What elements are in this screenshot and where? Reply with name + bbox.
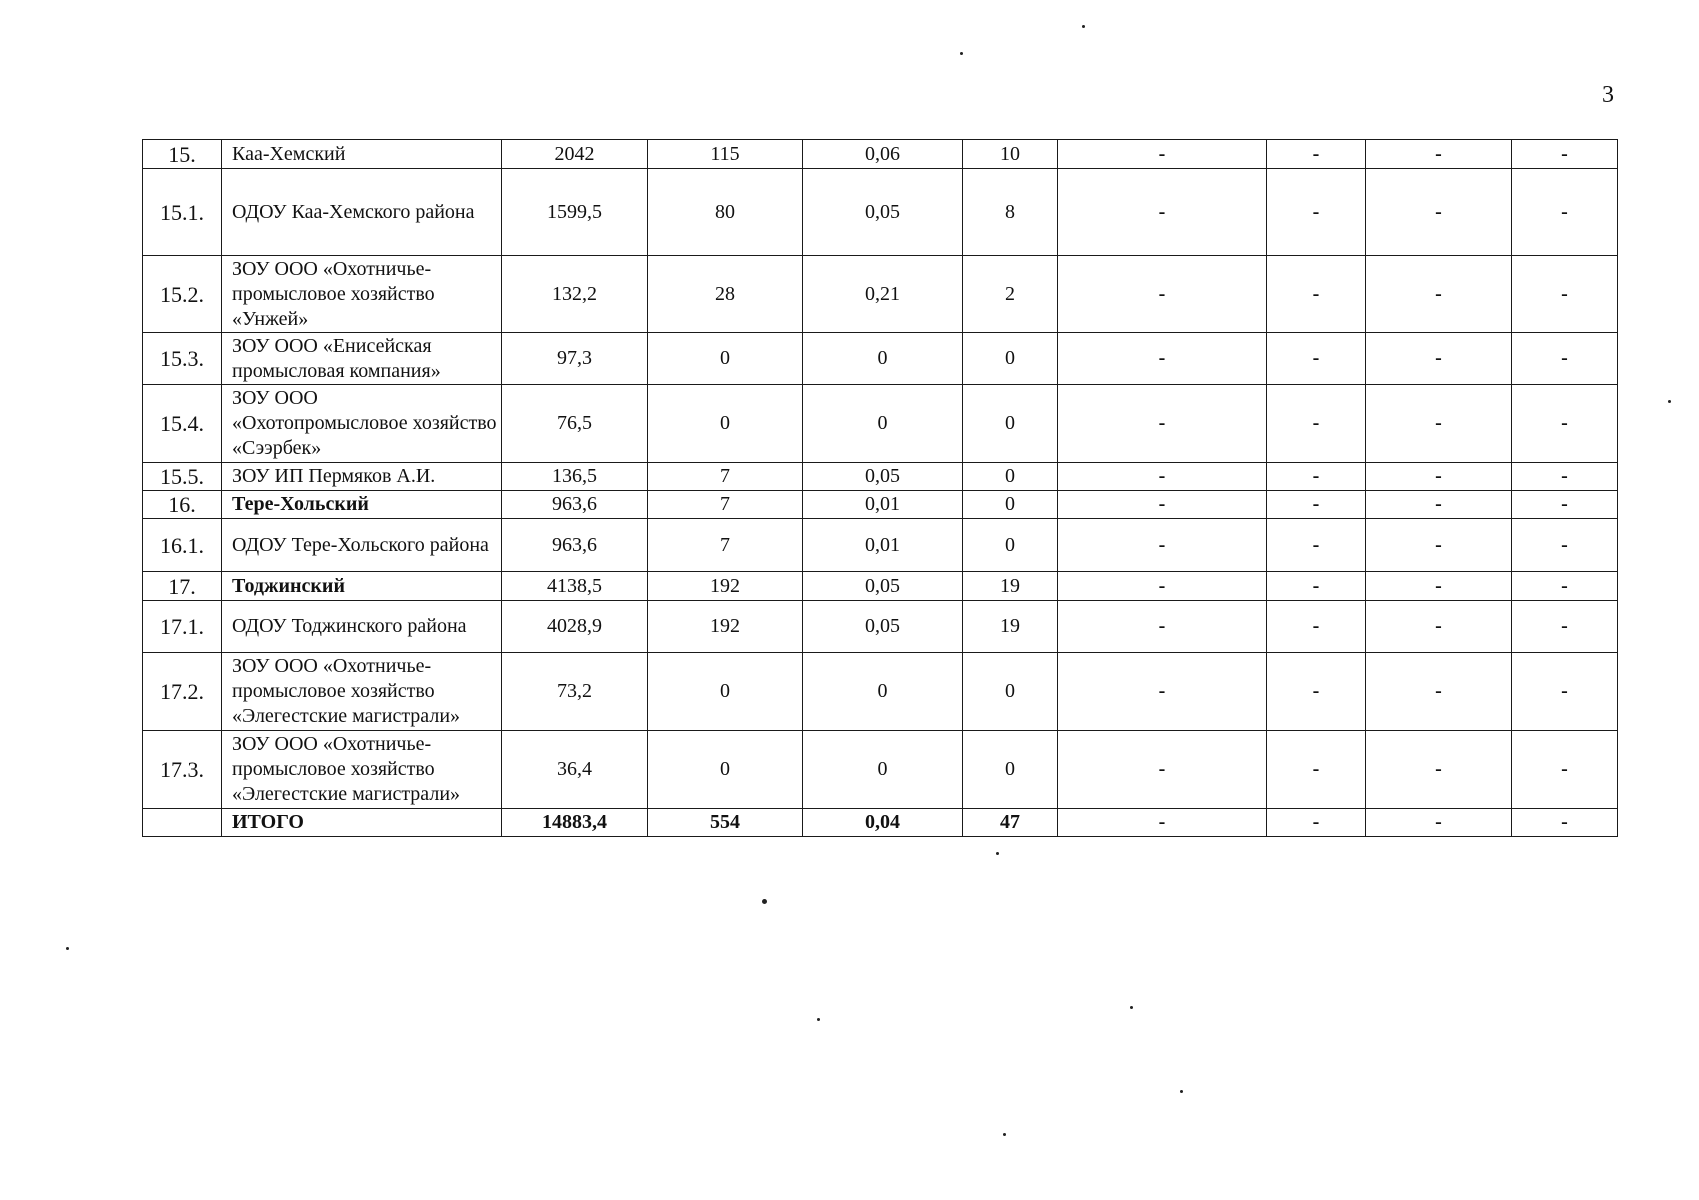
cell-count: 192: [648, 572, 803, 601]
cell-col6: -: [1058, 140, 1267, 169]
cell-quota: 0: [963, 653, 1058, 731]
scan-speck: [762, 899, 767, 904]
cell-count: 115: [648, 140, 803, 169]
cell-name: Тере-Хольский: [222, 491, 502, 519]
cell-density: 0: [803, 333, 963, 385]
cell-col9: -: [1512, 169, 1618, 256]
cell-name: ЗОУ ИП Пермяков А.И.: [222, 463, 502, 491]
cell-name: Тоджинский: [222, 572, 502, 601]
cell-col7: -: [1267, 463, 1366, 491]
cell-count: 0: [648, 333, 803, 385]
cell-col7: -: [1267, 601, 1366, 653]
cell-quota: 8: [963, 169, 1058, 256]
cell-row-number: 17.3.: [143, 731, 222, 809]
table-row: [143, 140, 1618, 169]
cell-col9: -: [1512, 572, 1618, 601]
cell-row-number: 15.5.: [143, 463, 222, 491]
cell-col7: -: [1267, 385, 1366, 463]
cell-col8: -: [1366, 491, 1512, 519]
cell-col9: -: [1512, 140, 1618, 169]
cell-quota: 0: [963, 385, 1058, 463]
scan-speck: [960, 52, 963, 55]
cell-name: ИТОГО: [222, 809, 502, 837]
table-row: [143, 572, 1618, 601]
cell-col9: -: [1512, 731, 1618, 809]
cell-name: ЗОУ ООО «Енисейская промысловая компания»: [222, 333, 502, 385]
table-row: [143, 519, 1618, 572]
cell-col6: -: [1058, 256, 1267, 333]
cell-area: 132,2: [502, 256, 648, 333]
cell-col8: -: [1366, 731, 1512, 809]
cell-col9: -: [1512, 809, 1618, 837]
cell-area: 73,2: [502, 653, 648, 731]
scan-speck: [66, 947, 69, 950]
cell-area: 36,4: [502, 731, 648, 809]
cell-quota: 19: [963, 572, 1058, 601]
cell-row-number: 15.3.: [143, 333, 222, 385]
cell-col7: -: [1267, 256, 1366, 333]
cell-count: 192: [648, 601, 803, 653]
cell-col9: -: [1512, 463, 1618, 491]
cell-col6: -: [1058, 463, 1267, 491]
cell-col7: -: [1267, 169, 1366, 256]
cell-area: 76,5: [502, 385, 648, 463]
cell-col8: -: [1366, 333, 1512, 385]
cell-area: 97,3: [502, 333, 648, 385]
cell-row-number: 15.4.: [143, 385, 222, 463]
cell-col7: -: [1267, 491, 1366, 519]
cell-col6: -: [1058, 385, 1267, 463]
cell-count: 554: [648, 809, 803, 837]
cell-col8: -: [1366, 653, 1512, 731]
cell-row-number: 17.2.: [143, 653, 222, 731]
table-row: [143, 601, 1618, 653]
cell-col9: -: [1512, 519, 1618, 572]
cell-col9: -: [1512, 385, 1618, 463]
table-row: [143, 385, 1618, 463]
cell-col7: -: [1267, 519, 1366, 572]
cell-name: ЗОУ ООО «Охотничье-промысловое хозяйство «Элегестские магистрали»: [222, 653, 502, 731]
cell-col8: -: [1366, 256, 1512, 333]
table-row: [143, 491, 1618, 519]
cell-area: 1599,5: [502, 169, 648, 256]
cell-row-number: 17.: [143, 572, 222, 601]
cell-col9: -: [1512, 333, 1618, 385]
cell-col8: -: [1366, 463, 1512, 491]
cell-row-number: 16.1.: [143, 519, 222, 572]
table-row: [143, 653, 1618, 731]
cell-col6: -: [1058, 169, 1267, 256]
cell-col8: -: [1366, 601, 1512, 653]
cell-area: 963,6: [502, 519, 648, 572]
cell-quota: 0: [963, 333, 1058, 385]
cell-col6: -: [1058, 731, 1267, 809]
cell-col6: -: [1058, 519, 1267, 572]
cell-col6: -: [1058, 653, 1267, 731]
scan-speck: [996, 852, 999, 855]
table-row: [143, 256, 1618, 333]
cell-name: Каа-Хемский: [222, 140, 502, 169]
cell-count: 0: [648, 731, 803, 809]
cell-quota: 0: [963, 731, 1058, 809]
cell-col7: -: [1267, 653, 1366, 731]
cell-name: ЗОУ ООО «Охотничье-промысловое хозяйство «Элегестские магистрали»: [222, 731, 502, 809]
cell-count: 0: [648, 653, 803, 731]
table-row: [143, 731, 1618, 809]
cell-quota: 0: [963, 491, 1058, 519]
cell-col9: -: [1512, 601, 1618, 653]
cell-col8: -: [1366, 809, 1512, 837]
cell-density: 0,21: [803, 256, 963, 333]
cell-quota: 0: [963, 519, 1058, 572]
cell-density: 0,04: [803, 809, 963, 837]
cell-name: ОДОУ Тере-Хольского района: [222, 519, 502, 572]
cell-area: 2042: [502, 140, 648, 169]
cell-density: 0,05: [803, 169, 963, 256]
cell-density: 0: [803, 653, 963, 731]
table-row: [143, 463, 1618, 491]
cell-row-number: 16.: [143, 491, 222, 519]
cell-count: 0: [648, 385, 803, 463]
table-row-total: [143, 809, 1618, 837]
cell-col9: -: [1512, 653, 1618, 731]
cell-density: 0: [803, 731, 963, 809]
table-row: [143, 169, 1618, 256]
cell-quota: 0: [963, 463, 1058, 491]
cell-row-number: 15.: [143, 140, 222, 169]
cell-count: 7: [648, 463, 803, 491]
cell-density: 0,05: [803, 463, 963, 491]
scan-speck: [817, 1018, 820, 1021]
cell-area: 963,6: [502, 491, 648, 519]
cell-name: ОДОУ Тоджинского района: [222, 601, 502, 653]
cell-col6: -: [1058, 491, 1267, 519]
cell-col7: -: [1267, 731, 1366, 809]
cell-name: ЗОУ ООО «Охотничье-промысловое хозяйство «Унжей»: [222, 256, 502, 333]
cell-quota: 47: [963, 809, 1058, 837]
cell-col6: -: [1058, 333, 1267, 385]
cell-col7: -: [1267, 572, 1366, 601]
cell-col6: -: [1058, 572, 1267, 601]
cell-quota: 2: [963, 256, 1058, 333]
scan-speck: [1003, 1133, 1006, 1136]
cell-area: 4028,9: [502, 601, 648, 653]
cell-count: 80: [648, 169, 803, 256]
cell-col8: -: [1366, 140, 1512, 169]
cell-col8: -: [1366, 385, 1512, 463]
cell-row-number: 17.1.: [143, 601, 222, 653]
cell-name: ОДОУ Каа-Хемского района: [222, 169, 502, 256]
table-row: [143, 333, 1618, 385]
cell-count: 7: [648, 519, 803, 572]
cell-area: 14883,4: [502, 809, 648, 837]
cell-col8: -: [1366, 519, 1512, 572]
cell-area: 136,5: [502, 463, 648, 491]
cell-name: ЗОУ ООО «Охотопромысловое хозяйство «Сээрбек»: [222, 385, 502, 463]
scan-speck: [1082, 25, 1085, 28]
cell-col7: -: [1267, 140, 1366, 169]
cell-col8: -: [1366, 169, 1512, 256]
scan-speck: [1180, 1090, 1183, 1093]
cell-row-number: 15.1.: [143, 169, 222, 256]
scan-speck: [1130, 1006, 1133, 1009]
cell-count: 28: [648, 256, 803, 333]
cell-col7: -: [1267, 809, 1366, 837]
cell-col7: -: [1267, 333, 1366, 385]
cell-quota: 10: [963, 140, 1058, 169]
cell-density: 0,01: [803, 519, 963, 572]
cell-col6: -: [1058, 601, 1267, 653]
cell-quota: 19: [963, 601, 1058, 653]
cell-row-number: 15.2.: [143, 256, 222, 333]
hunting-quota-table: [142, 139, 1618, 837]
scan-speck: [1668, 400, 1671, 403]
cell-density: 0,05: [803, 572, 963, 601]
cell-density: 0,01: [803, 491, 963, 519]
cell-count: 7: [648, 491, 803, 519]
cell-col9: -: [1512, 256, 1618, 333]
cell-row-number: [143, 809, 222, 837]
cell-col8: -: [1366, 572, 1512, 601]
cell-area: 4138,5: [502, 572, 648, 601]
page-number: 3: [1602, 82, 1614, 108]
cell-density: 0: [803, 385, 963, 463]
cell-density: 0,05: [803, 601, 963, 653]
cell-col9: -: [1512, 491, 1618, 519]
cell-density: 0,06: [803, 140, 963, 169]
cell-col6: -: [1058, 809, 1267, 837]
